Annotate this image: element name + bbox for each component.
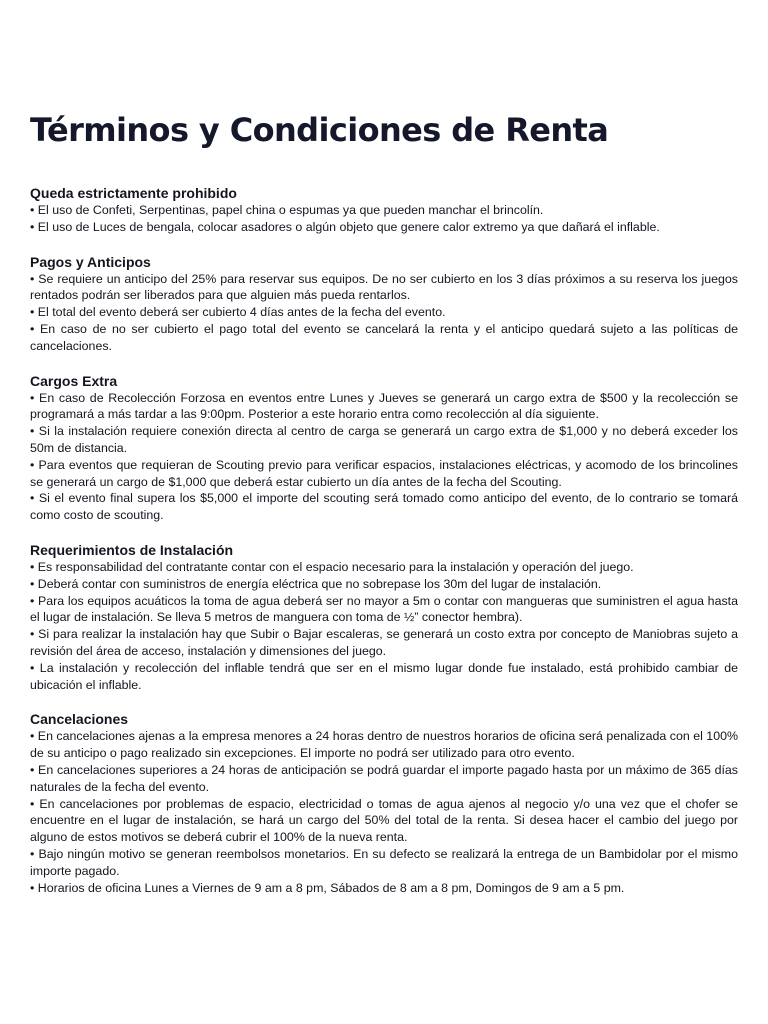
list-item: • En cancelaciones ajenas a la empresa menores a 24 horas dentro de nuestros horarios de oficina será penalizada con el 100% de su anticipo o pago realizado sin excepciones. El importe no podrá ser utilizado para otro evento.: [30, 729, 738, 761]
list-item: • En caso de Recolección Forzosa en eventos entre Lunes y Jueves se generará un cargo extra de $500 y la recolección se programará a más tardar a las 9:00pm. Posterior a este horario entra como recolección al día siguiente.: [30, 390, 738, 422]
section-heading: Cargos Extra: [30, 372, 118, 389]
section-heading: Queda estrictamente prohibido: [30, 185, 237, 201]
list-item: • Si la instalación requiere conexión directa al centro de carga se generará un cargo extra de $1,000 y no deberá exceder los 50m de distancia.: [30, 424, 738, 455]
terms-content: [30, 184, 738, 913]
page-title: Términos y Condiciones de Renta: [30, 111, 609, 149]
list-item: • Se requiere un anticipo del 25% para reservar sus equipos. De no ser cubierto en los 3 días próximos a su reserva los juegos rentados podrán ser liberados para que alguien más pueda rentarlos.: [30, 271, 738, 303]
list-item: • Para los equipos acuáticos la toma de agua deberá ser no mayor a 5m o contar con mangueras que suministren el agua hasta el lugar de instalación. Se lleva 5 metros de manguera con toma de ½” conector hembra).: [30, 593, 738, 625]
list-item: • En cancelaciones por problemas de espacio, electricidad o tomas de agua ajenos al negocio y/o una vez que el chofer se encuentre en el lugar de instalación, se hará un cargo del 50% del total de la renta. Si desea hacer el cambio del juego por alguno de estos motivos se deberá cubrir el 100% de la nueva renta.: [30, 796, 738, 845]
section-heading: Cancelaciones: [30, 711, 129, 728]
list-item: • Para eventos que requieran de Scouting previo para verificar espacios, instalaciones eléctricas, y acomodo de los brincolines se generará un cargo de $1,000 que deberá estar cubierto un día antes de la fecha del Scouting.: [30, 457, 738, 489]
section-extra-charges: [30, 372, 738, 524]
list-item: • En cancelaciones superiores a 24 horas de anticipación se podrá guardar el importe pagado hasta por un máximo de 365 días naturales de la fecha del evento.: [30, 762, 738, 794]
list-item: • En caso de no ser cubierto el pago total del evento se cancelará la renta y el anticipo quedará sujeto a las políticas de cancelaciones.: [30, 321, 738, 353]
list-item: • El uso de Confeti, Serpentinas, papel china o espumas ya que pueden manchar el brincolín.: [30, 203, 544, 217]
list-item: • Es responsabilidad del contratante contar con el espacio necesario para la instalación y operación del juego.: [30, 559, 634, 574]
list-item: • Si para realizar la instalación hay que Subir o Bajar escaleras, se generará un costo extra por concepto de Maniobras sujeto a revisión del área de acceso, instalación y dimensiones del juego.: [30, 627, 738, 658]
section-heading: Requerimientos de Instalación: [30, 541, 234, 558]
list-item: • La instalación y recolección del inflable tendrá que ser en el mismo lugar donde fue instalado, está prohibido cambiar de ubicación el inflable.: [30, 660, 738, 692]
list-item: • Si el evento final supera los $5,000 el importe del scouting será tomado como anticipo del evento, de lo contrario se tomará como costo de scouting.: [30, 491, 738, 523]
section-installation: [30, 541, 738, 693]
section-cancellations: [30, 710, 738, 896]
section-prohibited: [30, 184, 738, 236]
list-item: • Deberá contar con suministros de energía eléctrica que no sobrepase los 30m del lugar de instalación.: [30, 576, 602, 591]
list-item: • Bajo ningún motivo se generan reembolsos monetarios. En su defecto se realizará la entrega de un Bambidolar por el mismo importe pagado.: [30, 846, 738, 878]
list-item: • El total del evento deberá ser cubierto 4 días antes de la fecha del evento.: [30, 305, 446, 320]
list-item: • Horarios de oficina Lunes a Viernes de 9 am a 8 pm, Sábados de 8 am a 8 pm, Domingos de 9 am a 5 pm.: [30, 880, 625, 895]
list-item: • El uso de Luces de bengala, colocar asadores o algún objeto que genere calor extremo ya que dañará el inflable.: [30, 219, 660, 234]
section-payments: [30, 253, 738, 355]
section-heading: Pagos y Anticipos: [30, 253, 151, 270]
